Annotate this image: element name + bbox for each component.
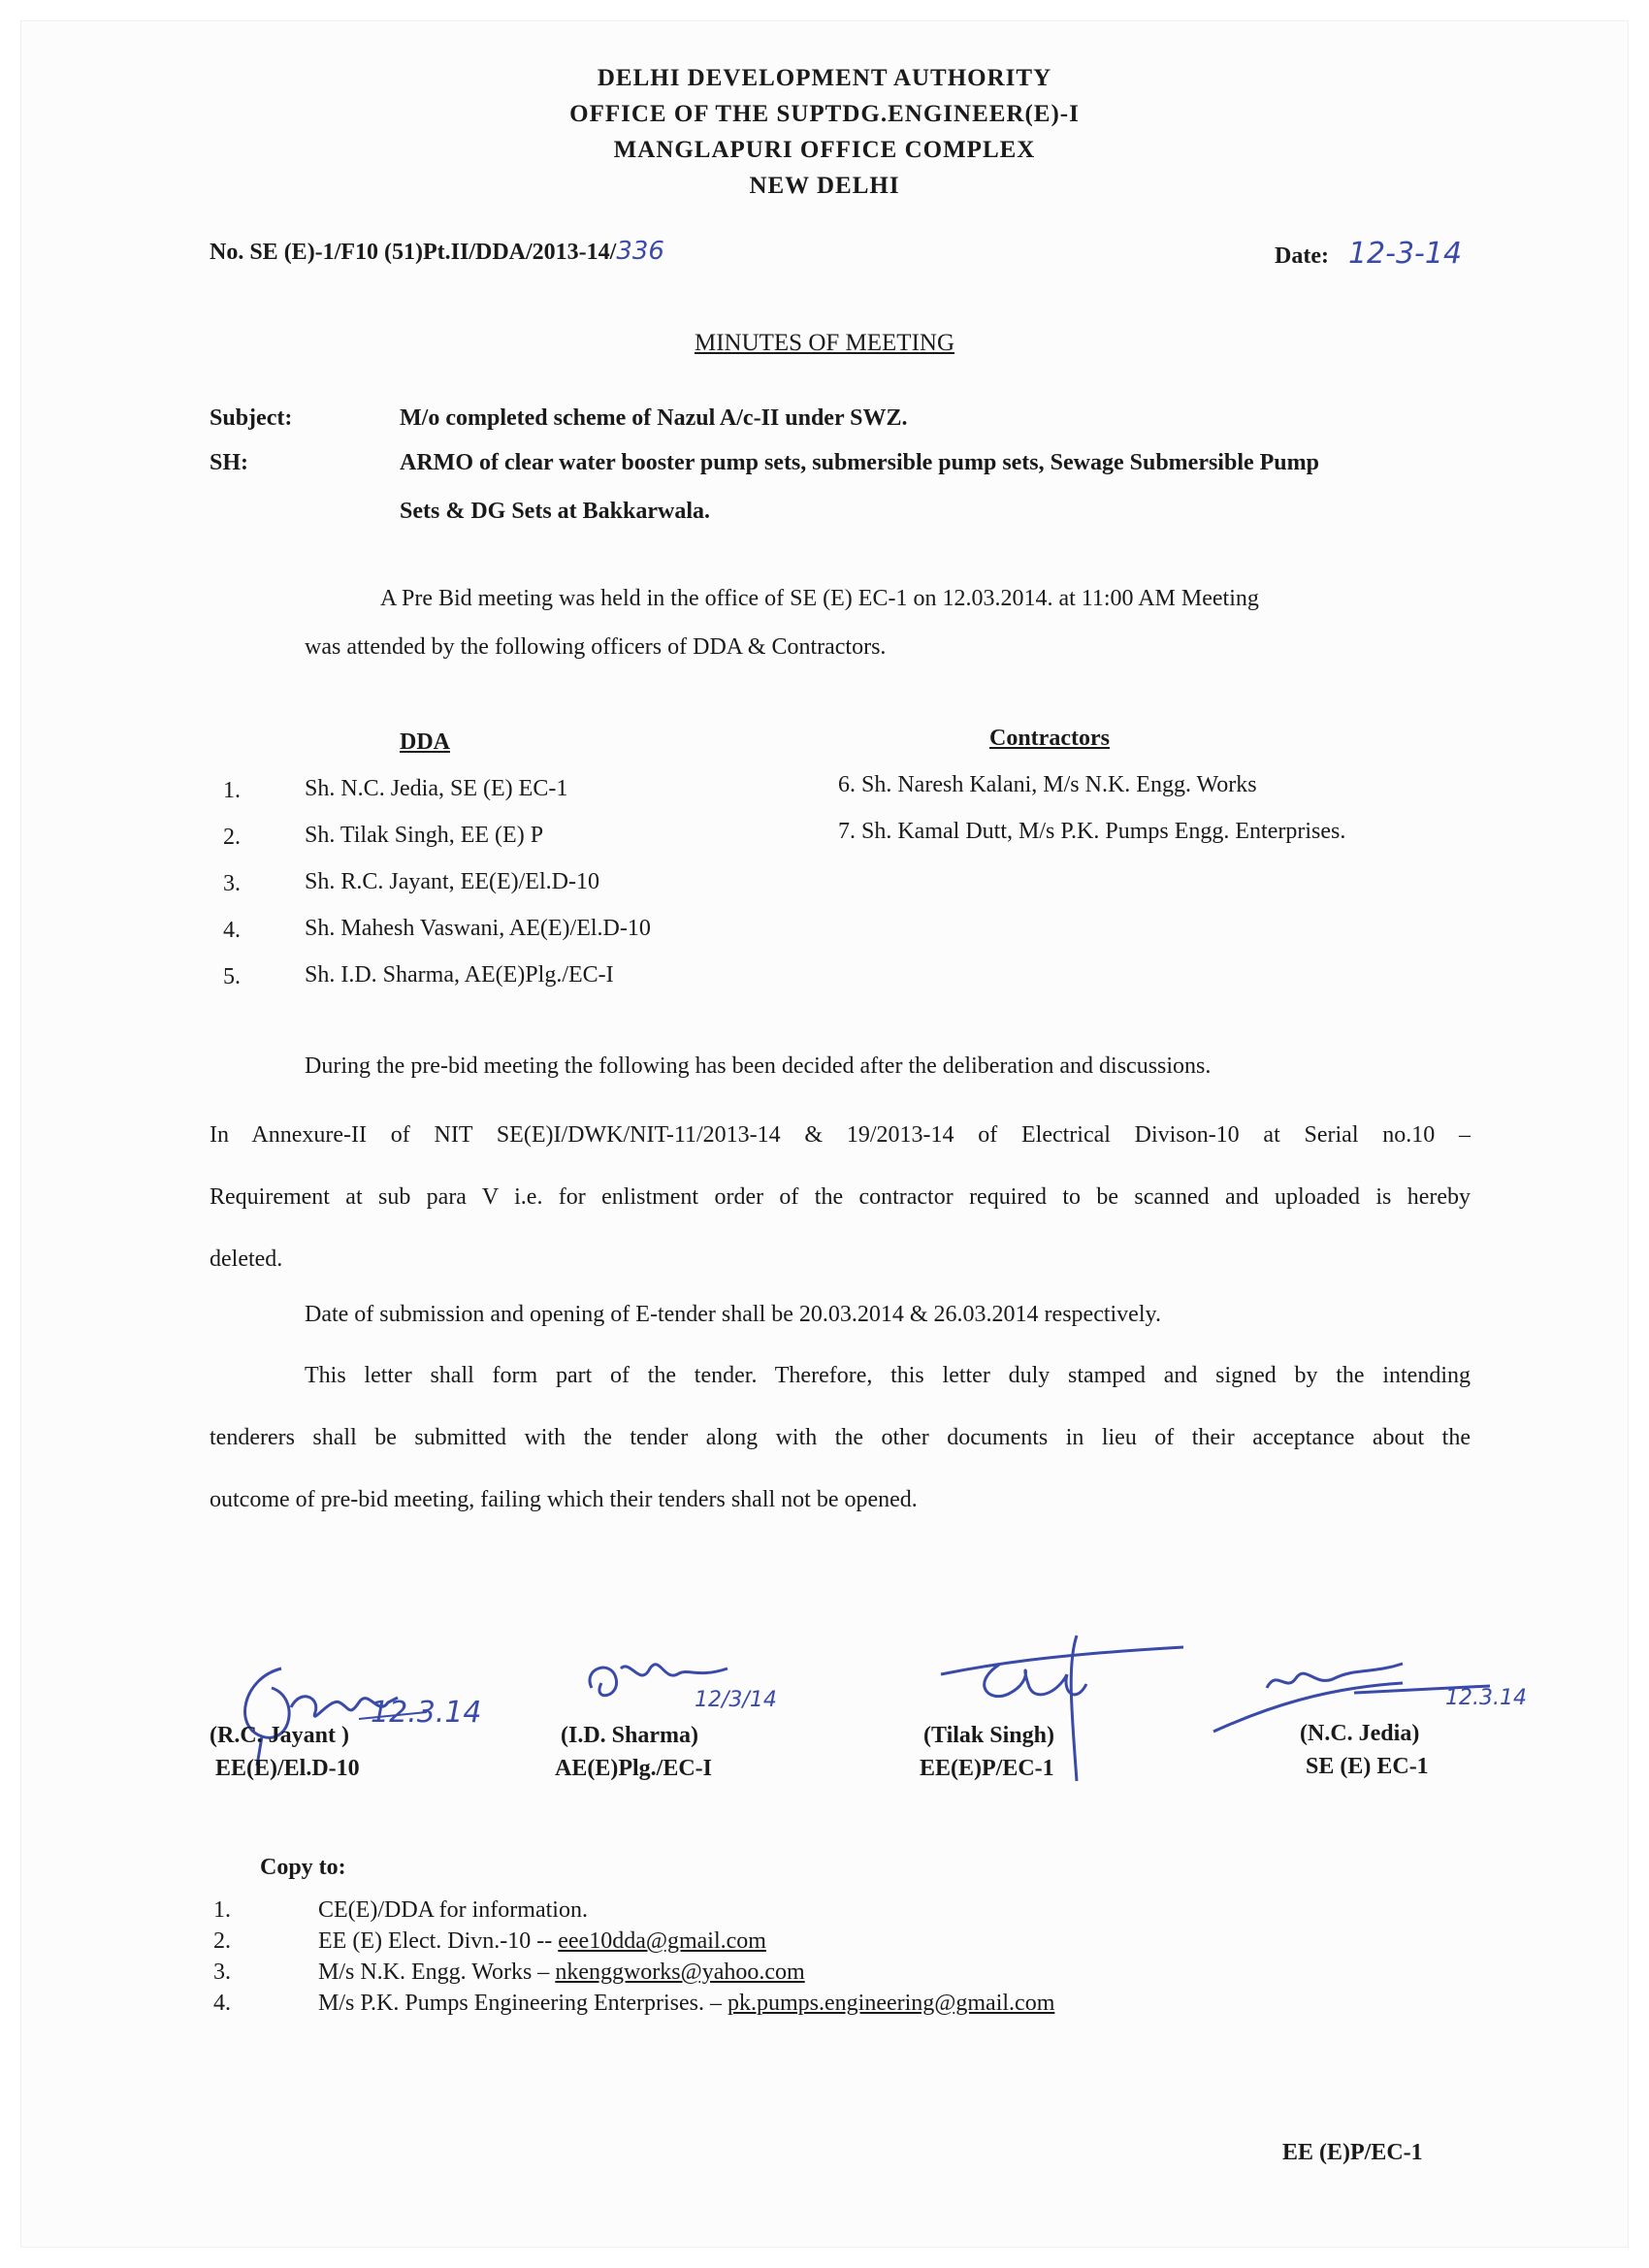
copy-to-heading: Copy to: [260, 1855, 346, 1880]
dda-attendee: Sh. R.C. Jayant, EE(E)/El.D-10 [305, 869, 599, 894]
intro-line1: A Pre Bid meeting was held in the office of SE (E) EC-1 on 12.03.2014. at 11:00 AM Meeting [380, 586, 1259, 611]
signatory-designation: SE (E) EC-1 [1306, 1754, 1429, 1779]
office-complex: MANGLAPURI OFFICE COMPLEX [613, 137, 1036, 163]
handwritten-dispatch-number: 336 [616, 237, 664, 266]
list-item-number: 1. [213, 1897, 231, 1923]
contractor-attendee: 6. Sh. Naresh Kalani, M/s N.K. Engg. Works [838, 772, 1257, 797]
annexure-line1: In Annexure-II of NIT SE(E)I/DWK/NIT-11/2013-14 & 19/2013-14 of Electrical Divison-10 at Serial no.10 – [210, 1122, 1471, 1148]
signatory-name: (R.C. Jayant ) [210, 1723, 349, 1748]
dda-attendee: Sh. N.C. Jedia, SE (E) EC-1 [305, 776, 568, 801]
intro-line2: was attended by the following officers of DDA & Contractors. [305, 634, 887, 660]
subject-label: Subject: [210, 405, 293, 431]
list-item-number: 4. [223, 918, 241, 943]
copy-recipient: CE(E)/DDA for information. [318, 1897, 588, 1923]
email-link[interactable]: eee10dda@gmail.com [558, 1928, 766, 1954]
list-item-number: 4. [213, 1991, 231, 2016]
reference-label: No. SE (E)-1/F10 (51)Pt.II/DDA/2013-14/ [210, 240, 617, 265]
list-item-number: 2. [223, 825, 241, 850]
tender-line2: tenderers shall be submitted with the tender along with the other documents in lieu of their acceptance about the [210, 1425, 1471, 1450]
email-link[interactable]: pk.pumps.engineering@gmail.com [727, 1991, 1055, 2016]
office-name: OFFICE OF THE SUPTDG.ENGINEER(E)-I [569, 101, 1080, 127]
submission-dates: Date of submission and opening of E-tender shall be 20.03.2014 & 26.03.2014 respectively. [305, 1302, 1161, 1327]
decision-intro: During the pre-bid meeting the following has been decided after the deliberation and discussions. [305, 1053, 1212, 1079]
signatory-designation: EE(E)P/EC-1 [920, 1756, 1054, 1781]
subject-text: M/o completed scheme of Nazul A/c-II under SWZ. [400, 405, 908, 431]
dda-attendee: Sh. Tilak Singh, EE (E) P [305, 823, 544, 848]
dda-attendee: Sh. I.D. Sharma, AE(E)Plg./EC-I [305, 962, 614, 988]
org-name: DELHI DEVELOPMENT AUTHORITY [597, 65, 1052, 91]
copy-recipient: M/s P.K. Pumps Engineering Enterprises. – [318, 1991, 728, 2016]
annexure-line3: deleted. [210, 1247, 283, 1272]
annexure-paragraph [210, 1104, 1471, 1290]
list-item-number: 3. [223, 871, 241, 896]
list-item-number: 2. [213, 1928, 231, 1954]
letterhead [0, 60, 1649, 204]
tender-paragraph [210, 1345, 1471, 1531]
city: NEW DELHI [749, 173, 900, 199]
contractor-attendee: 7. Sh. Kamal Dutt, M/s P.K. Pumps Engg. Enterprises. [838, 819, 1346, 844]
dda-attendee: Sh. Mahesh Vaswani, AE(E)/El.D-10 [305, 916, 651, 941]
signature-date-jedia: 12.3.14 [1445, 1686, 1527, 1710]
list-item-number: 3. [213, 1960, 231, 1985]
list-item-number: 1. [223, 778, 241, 803]
copy-recipient: M/s N.K. Engg. Works – [318, 1960, 556, 1985]
reference-number [210, 237, 664, 266]
contractors-heading: Contractors [989, 726, 1110, 751]
sh-text-line2: Sets & DG Sets at Bakkarwala. [400, 499, 711, 524]
date-field [1275, 237, 1462, 271]
signature-date-jayant: 12.3.14 [371, 1696, 482, 1730]
signatory-name: (N.C. Jedia) [1300, 1721, 1420, 1746]
signatory-name: (I.D. Sharma) [561, 1723, 698, 1748]
signatory-designation: AE(E)Plg./EC-I [555, 1756, 712, 1781]
signatory-name: (Tilak Singh) [923, 1723, 1054, 1748]
dda-heading: DDA [400, 729, 450, 755]
tender-line1: This letter shall form part of the tender. Therefore, this letter duly stamped and signed by the intending [305, 1363, 1471, 1388]
copy-recipient: EE (E) Elect. Divn.-10 -- [318, 1928, 559, 1954]
date-label: Date: [1275, 243, 1329, 269]
signatory-designation: EE(E)/El.D-10 [215, 1756, 360, 1781]
tender-line3: outcome of pre-bid meeting, failing which their tenders shall not be opened. [210, 1487, 918, 1512]
list-item-number: 5. [223, 964, 241, 989]
handwritten-date: 12-3-14 [1347, 237, 1463, 271]
footer-office-code: EE (E)P/EC-1 [1282, 2140, 1423, 2165]
signature-date-sharma: 12/3/14 [695, 1688, 777, 1712]
sh-text-line1: ARMO of clear water booster pump sets, submersible pump sets, Sewage Submersible Pump [400, 450, 1319, 475]
annexure-line2: Requirement at sub para V i.e. for enlistment order of the contractor required to be scanned and uploaded is hereby [210, 1184, 1471, 1210]
sh-label: SH: [210, 450, 249, 475]
document-title: MINUTES OF MEETING [694, 330, 955, 356]
email-link[interactable]: nkenggworks@yahoo.com [555, 1960, 805, 1985]
